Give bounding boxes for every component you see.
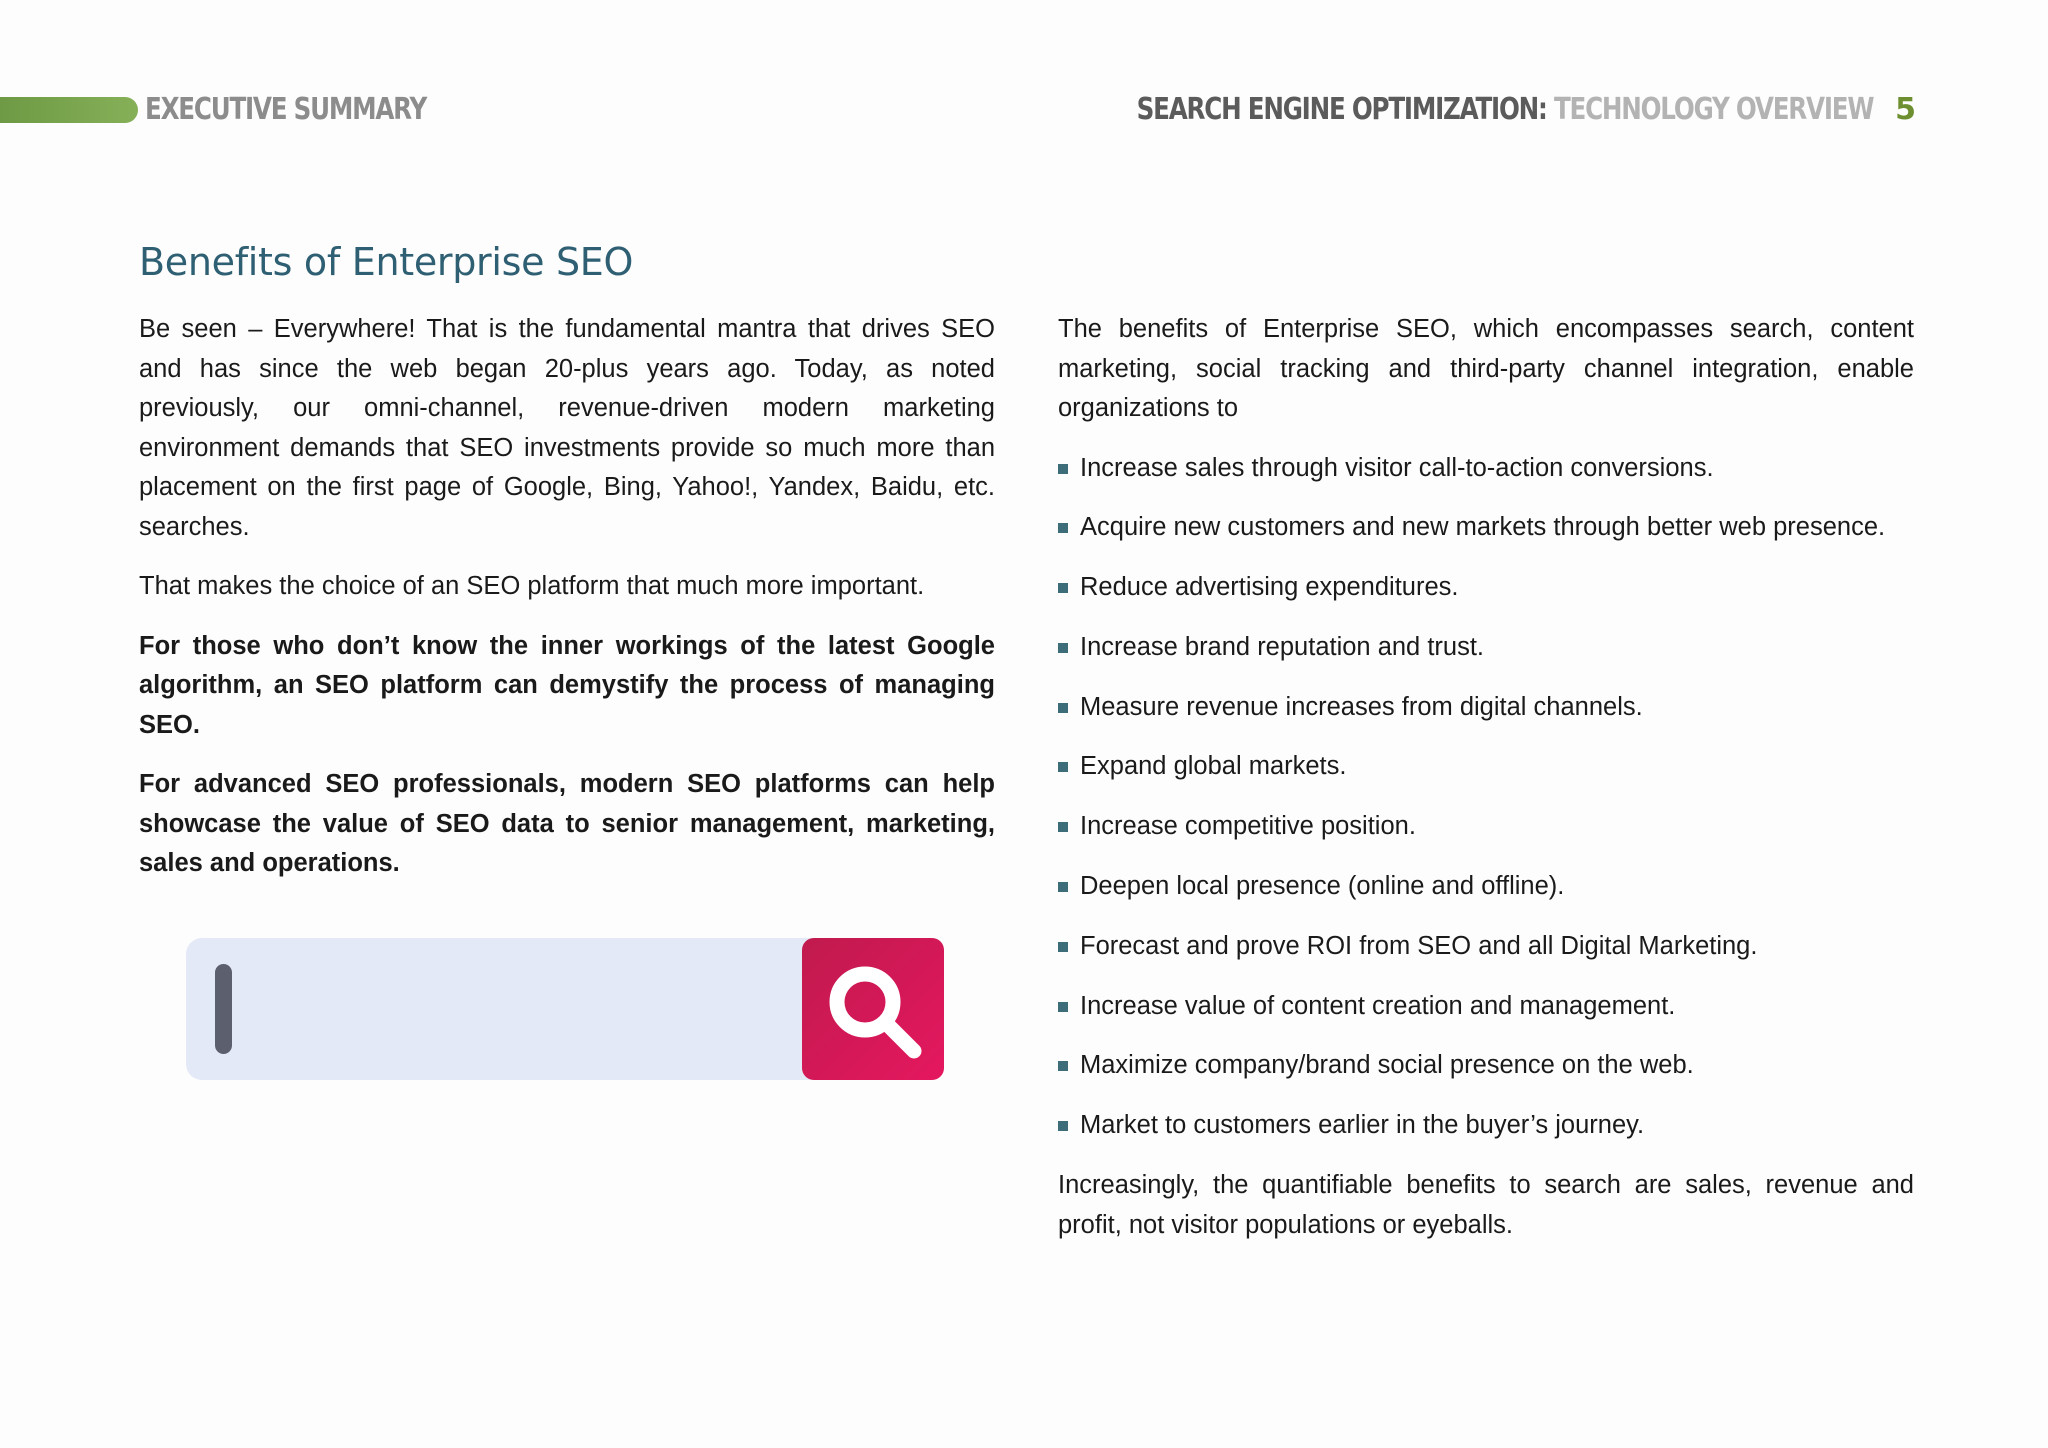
list-item (1058, 628, 1914, 668)
right-column (1058, 310, 1914, 1245)
bullet-icon (1058, 583, 1068, 593)
advanced-paragraph: For advanced SEO professionals, modern SEO platforms can help showcase the value of SEO data to senior management, marketing, sales and operations. (139, 770, 995, 877)
list-item-text: Increase sales through visitor call-to-action conversions. (1080, 453, 1714, 482)
bullet-icon (1058, 523, 1068, 533)
text-cursor-icon (215, 964, 232, 1054)
page-number: 5 (1895, 92, 1916, 127)
list-item-text: Reduce advertising expenditures. (1080, 573, 1459, 602)
list-item-text: Market to customers earlier in the buyer’s journey. (1080, 1111, 1645, 1140)
search-button-illustration (802, 938, 944, 1080)
page-title: Benefits of Enterprise SEO (139, 240, 634, 284)
list-item (1058, 508, 1914, 548)
intro-paragraph: Be seen – Everywhere! That is the fundamental mantra that drives SEO and has since the web began 20-plus years ago. Today, as noted previously, our omni-channel, revenue-driven modern marketing environment demands that SEO investments provide so much more than placement on the first page of Google, Bing, Yahoo!, Yandex, Baidu, etc. searches. (139, 315, 995, 541)
list-item (1058, 747, 1914, 787)
list-item (1058, 987, 1914, 1027)
bullet-icon (1058, 882, 1068, 892)
list-item (1058, 449, 1914, 489)
platform-importance-paragraph: That makes the choice of an SEO platform that much more important. (139, 572, 925, 600)
list-item (1058, 568, 1914, 608)
bullet-icon (1058, 1061, 1068, 1071)
benefits-list (1058, 449, 1914, 1146)
document-title (1136, 92, 1873, 127)
list-item-text: Increase brand reputation and trust. (1080, 632, 1485, 661)
bullet-icon (1058, 822, 1068, 832)
list-item-text: Expand global markets. (1080, 752, 1347, 781)
list-item (1058, 807, 1914, 847)
list-item (1058, 688, 1914, 728)
list-item (1058, 927, 1914, 967)
list-item-text: Deepen local presence (online and offline). (1080, 872, 1565, 901)
bullet-icon (1058, 703, 1068, 713)
list-item (1058, 1106, 1914, 1146)
bullet-icon (1058, 643, 1068, 653)
list-item (1058, 1046, 1914, 1086)
bullet-icon (1058, 942, 1068, 952)
bullet-icon (1058, 1121, 1068, 1131)
header-accent-bar (0, 97, 138, 123)
benefits-intro: The benefits of Enterprise SEO, which encompasses search, content marketing, social tracking and third-party channel integration, enable organizations to (1058, 315, 1914, 422)
section-label: EXECUTIVE SUMMARY (145, 92, 427, 127)
left-column (139, 310, 995, 904)
bullet-icon (1058, 464, 1068, 474)
document-title-strong: SEARCH ENGINE OPTIMIZATION: (1136, 92, 1547, 127)
list-item-text: Forecast and prove ROI from SEO and all Digital Marketing. (1080, 931, 1758, 960)
list-item-text: Maximize company/brand social presence on the web. (1080, 1051, 1694, 1080)
search-field-illustration (186, 938, 906, 1080)
bullet-icon (1058, 762, 1068, 772)
list-item-text: Increase competitive position. (1080, 812, 1416, 841)
bullet-icon (1058, 1002, 1068, 1012)
list-item-text: Acquire new customers and new markets through better web presence. (1080, 513, 1886, 542)
beginners-paragraph: For those who don’t know the inner workings of the latest Google algorithm, an SEO platform can demystify the process of managing SEO. (139, 631, 995, 739)
list-item (1058, 867, 1914, 907)
closing-paragraph: Increasingly, the quantifiable benefits to search are sales, revenue and profit, not visitor populations or eyeballs. (1058, 1171, 1914, 1239)
list-item-text: Measure revenue increases from digital channels. (1080, 692, 1643, 721)
list-item-text: Increase value of content creation and management. (1080, 991, 1676, 1020)
document-title-light: TECHNOLOGY OVERVIEW (1546, 92, 1873, 127)
magnifier-icon (802, 938, 944, 1080)
search-bar-illustration (186, 938, 944, 1080)
